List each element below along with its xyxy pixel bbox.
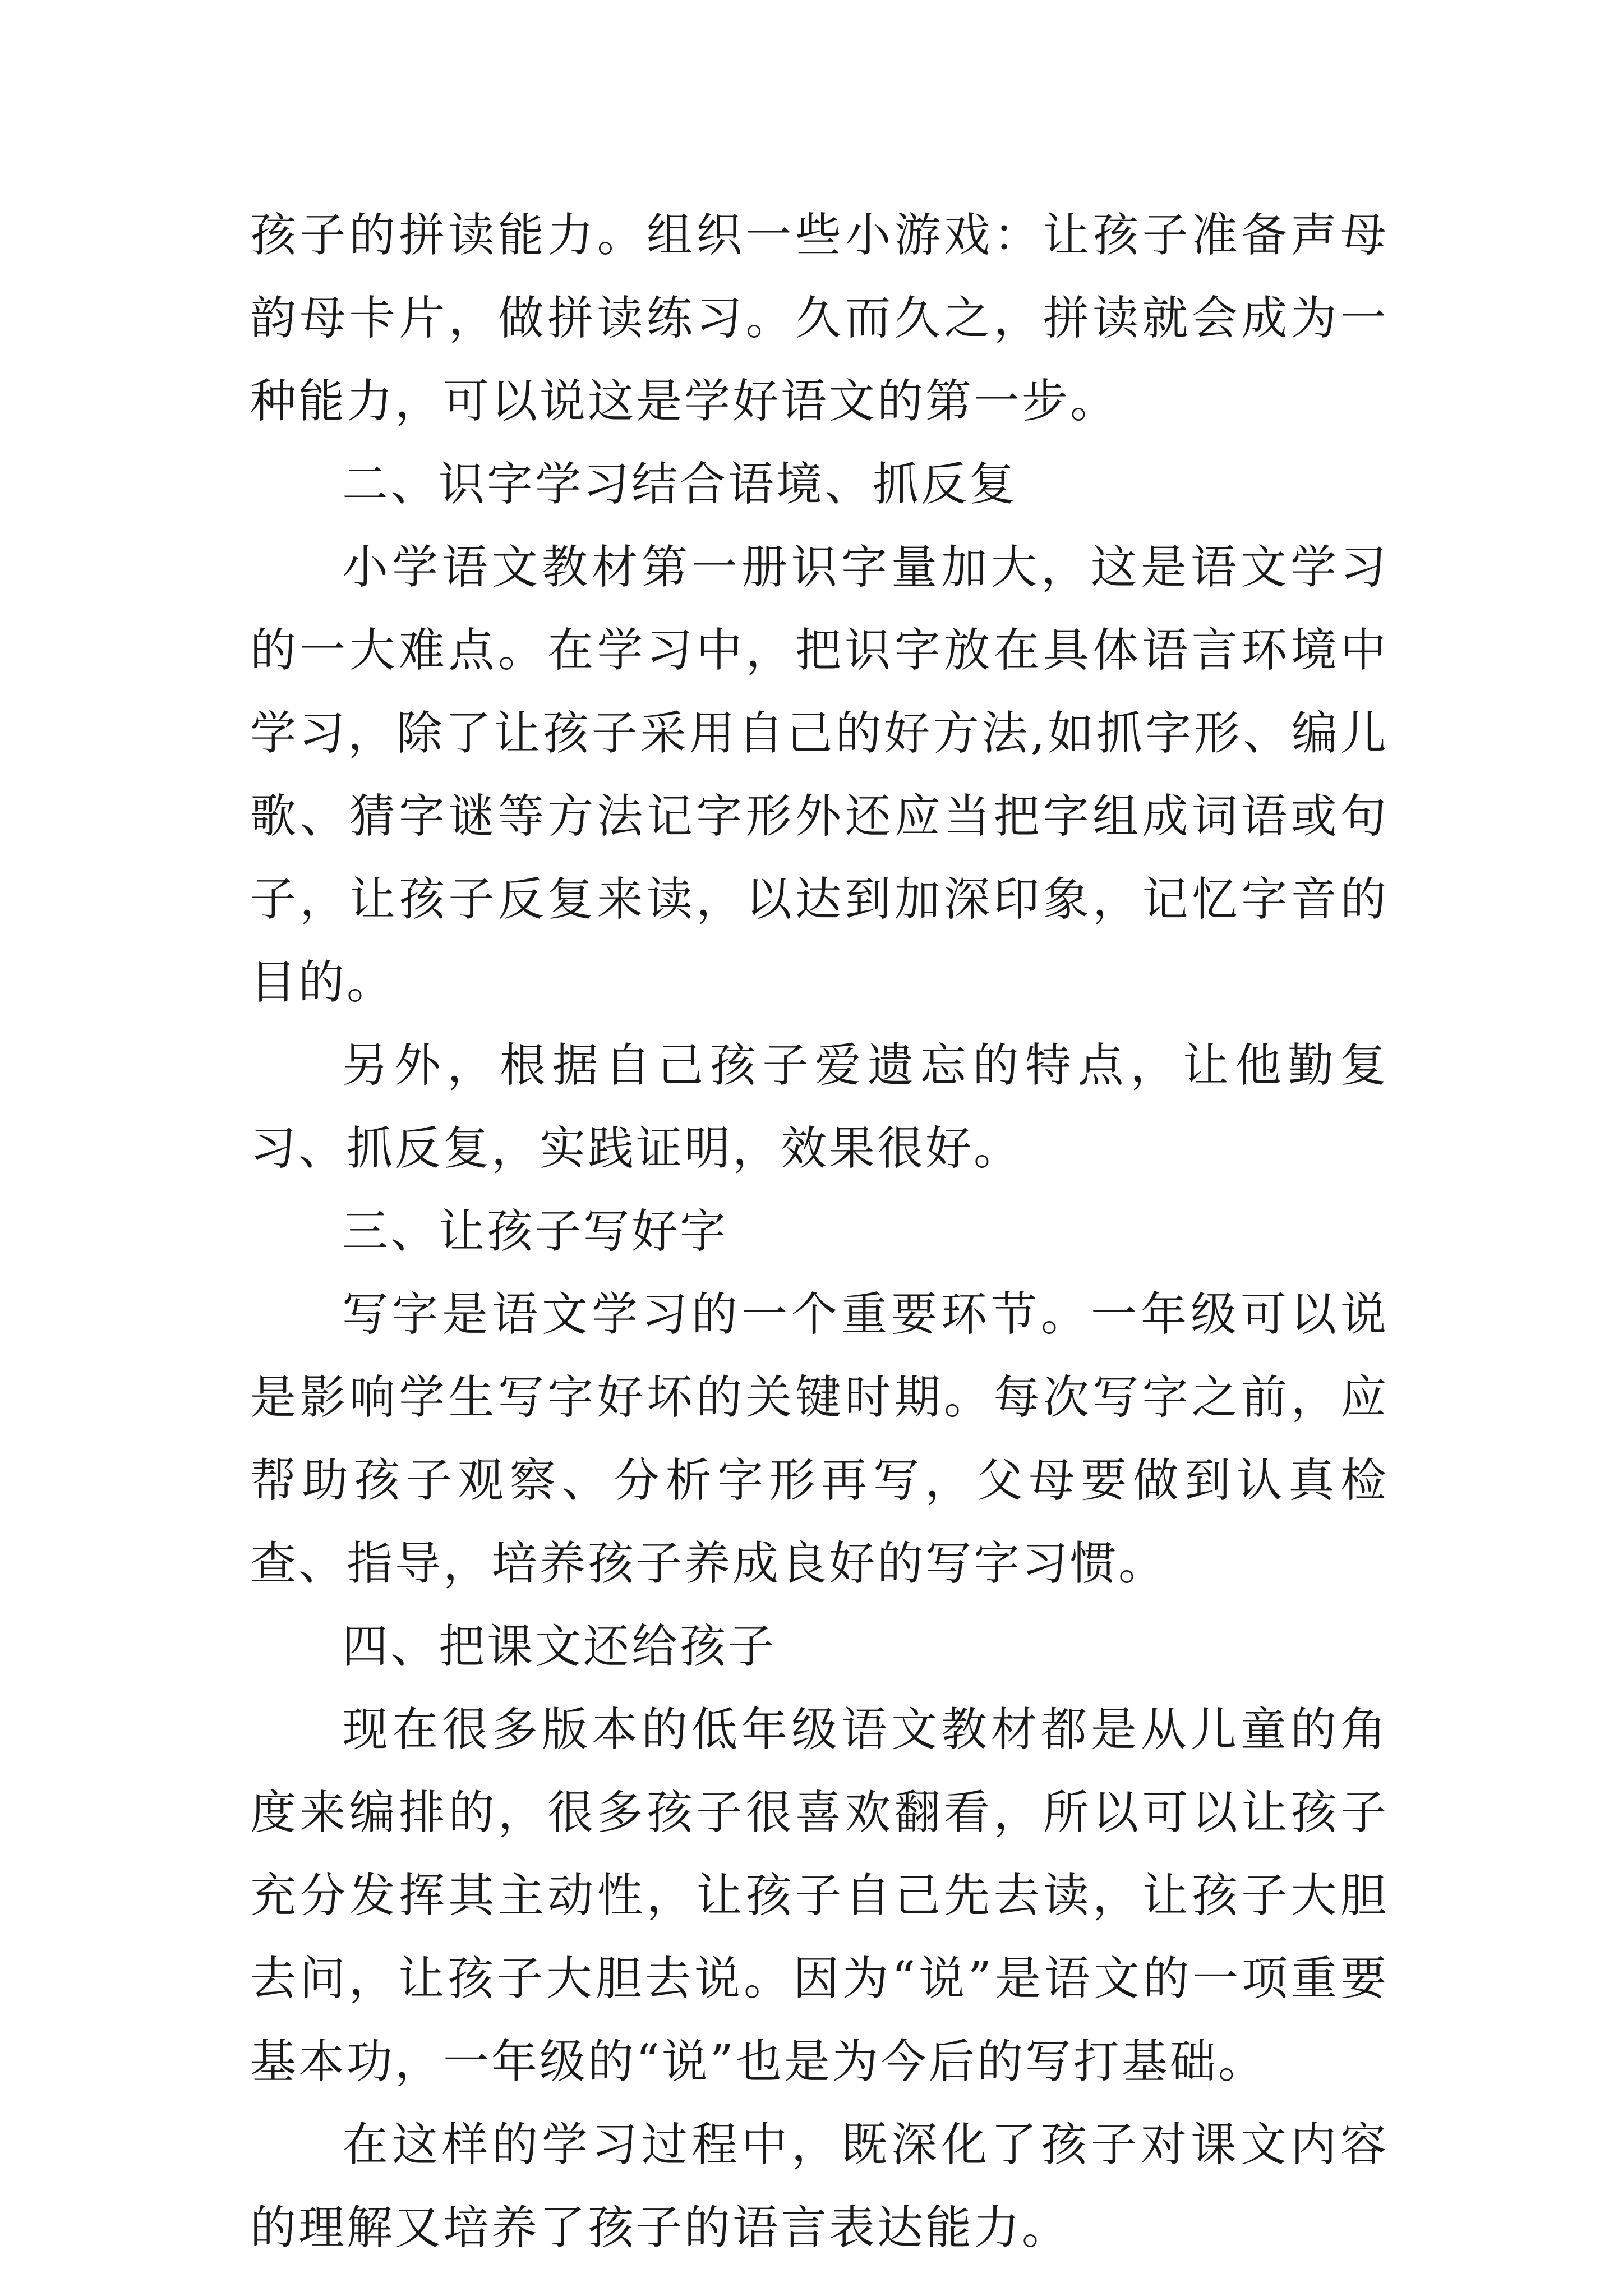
paragraph-textbook: 现在很多版本的低年级语文教材都是从儿童的角度来编排的，很多孩子很喜欢翻看，所以可以让孩子充分发挥其主动性，让孩子自己先去读，让孩子大胆去问，让孩子大胆去说。因为“说”是语文的一项重要基本功，一年级的“说”也是为今后的写打基础。 [250,1703,1389,2088]
heading-give-text-back: 四、把课文还给孩子 [342,1620,777,1673]
heading-literacy-context: 二、识字学习结合语境、抓反复 [342,458,1018,511]
document-body [250,194,1389,2270]
paragraph-literacy-method: 小学语文教材第一册识字量加大，这是语文学习的一大难点。在学习中，把识字放在具体语言环境中学习，除了让孩子采用自己的好方法,如抓字形、编儿歌、猜字谜等方法记字形外还应当把字组成词语或句子，让孩子反复来读，以达到加深印象，记忆字音的目的。 [250,541,1389,1009]
paragraph-pinyin-reading: 孩子的拼读能力。组织一些小游戏：让孩子准备声母韵母卡片，做拼读练习。久而久之，拼读就会成为一种能力，可以说这是学好语文的第一步。 [250,209,1389,428]
paragraph-conclusion: 在这样的学习过程中，既深化了孩子对课文内容的理解又培养了孩子的语言表达能力。 [250,2118,1389,2254]
paragraph-handwriting: 写字是语文学习的一个重要环节。一年级可以说是影响学生写字好坏的关键时期。每次写字之前，应帮助孩子观察、分析字形再写，父母要做到认真检查、指导，培养孩子养成良好的写字习惯。 [250,1288,1389,1590]
heading-handwriting: 三、让孩子写好字 [342,1205,728,1258]
paragraph-review: 另外，根据自己孩子爱遗忘的特点，让他勤复习、抓反复，实践证明，效果很好。 [250,1039,1389,1175]
